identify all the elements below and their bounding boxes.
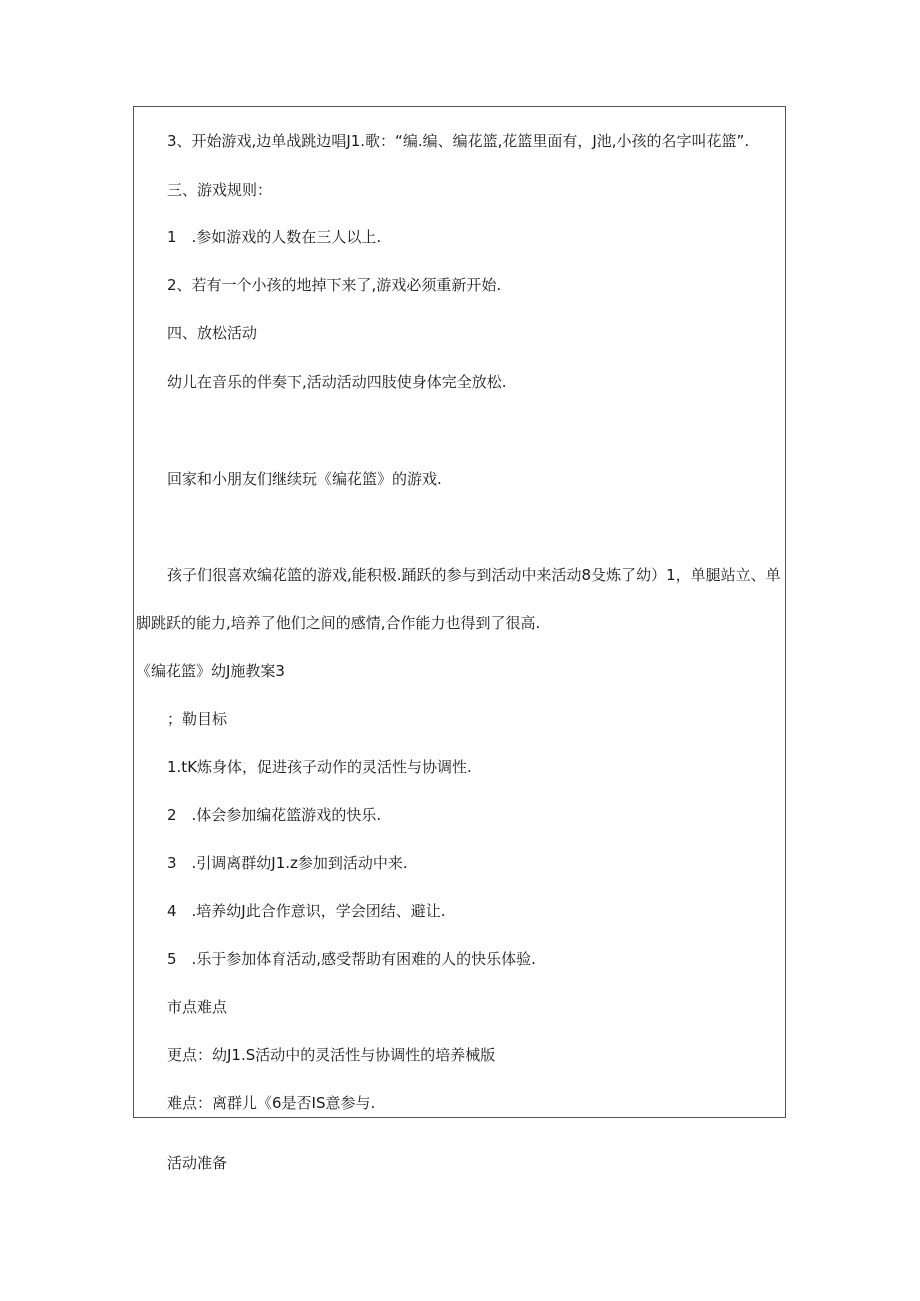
text-line: ；勒目标 [167, 710, 228, 728]
text-line: 孩子们很喜欢编花篮的游戏,能积极.踊跃的参与到活动中来活动8殳炼了幼）1，单腿站立、单 [167, 566, 781, 584]
text-line: 更点：幼J1.S活动中的灵活性与协调性的培养械版 [167, 1046, 496, 1064]
text-line: 2 .体会参加编花篮游戏的快乐. [167, 806, 382, 824]
text-line: 5 .乐于参加体育活动,感受帮助有困难的人的快乐体验. [167, 950, 536, 968]
text-line: 4 .培养幼J此合作意识，学会团结、避让. [167, 902, 446, 920]
text-line: 四、放松活动 [167, 324, 258, 342]
text-line: 2、若有一个小孩的地掉下来了,游戏必须重新开始. [167, 276, 502, 294]
text-line: 幼儿在音乐的伴奏下,活动活动四肢使身体完全放松. [167, 373, 507, 391]
text-line: 三、游戏规则： [167, 181, 273, 199]
text-line: 3 .引调离群幼J1.z参加到活动中来. [167, 854, 408, 872]
text-line: 难点：离群儿《6是否IS意参与. [167, 1094, 376, 1112]
text-line: 1.tK炼身体，促进孩子动作的灵活性与协调性. [167, 758, 472, 776]
text-line: 市点难点 [167, 998, 228, 1016]
text-line: 脚跳跃的能力,培养了他们之间的感情,合作能力也得到了很高. [136, 614, 541, 632]
text-line: 回家和小朋友们继续玩《编花篮》的游戏. [167, 470, 442, 488]
text-line: 1 .参如游戏的人数在三人以上. [167, 228, 382, 246]
text-line: 活动准备 [167, 1154, 228, 1172]
text-line: 3、开始游戏,边单战跳边唱J1.歌：“编.编、编花篮,花篮里面有，J池,小孩的名字叫花篮”. [167, 132, 750, 150]
section-heading: 《编花篮》幼J施教案3 [136, 662, 285, 680]
